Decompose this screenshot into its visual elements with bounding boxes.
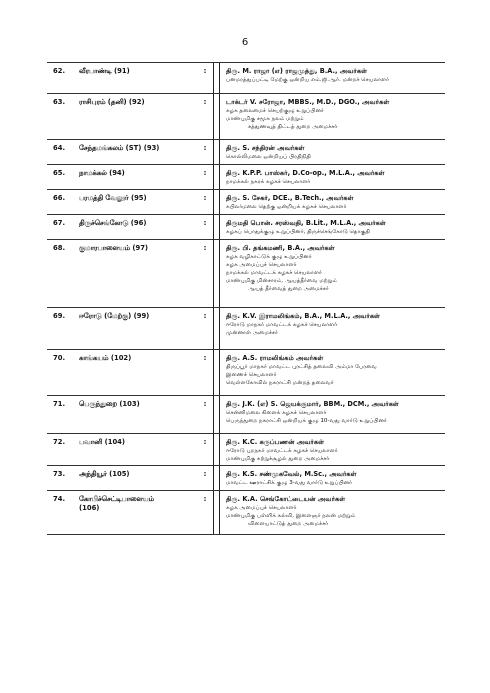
candidate-detail: ஈரோடு மாநகர் மாவட்டக் கழகச் செயலாளர் — [226, 321, 338, 328]
candidate-detail: இணைச் செயலாளர் — [226, 372, 277, 378]
row-number: 70. — [53, 354, 66, 362]
candidate-detail: மாவட்ட ஊராட்சிக் குழு 3-வது வார்டு உறுப்பினர் — [226, 479, 353, 486]
candidate-cell — [226, 350, 445, 395]
double-rule — [213, 491, 220, 534]
colon-separator: : — [203, 169, 207, 177]
double-rule — [213, 215, 220, 239]
double-rule — [213, 466, 220, 490]
table-row — [47, 350, 445, 396]
candidate-detail: மாண்புமிகு மின்சாரம், ஆயத்தீர்வை மற்றும் — [226, 278, 337, 285]
table-row — [47, 240, 445, 308]
candidate-name: திரு. S. சந்திரன் அவர்கள் — [226, 144, 305, 152]
constituency-name: ராசிபுரம் (தனி) (92) — [79, 98, 145, 106]
candidate-name: திரு. M. ராஜா (எ) ராஜமுத்து, B.A., அவர்கள் — [226, 67, 368, 75]
candidate-cell — [226, 190, 445, 214]
row-number: 73. — [53, 470, 66, 478]
candidate-detail: சத்துணவுத் திட்டத் துறை அமைச்சர் — [248, 124, 338, 131]
double-rule — [213, 63, 220, 93]
candidate-detail: கொல்லிமலை ஒன்றியப் பிரதிநிதி — [226, 153, 311, 160]
candidate-cell — [226, 396, 445, 433]
constituency-name: சேந்தமங்கலம் (ST) (93) — [79, 144, 160, 152]
colon-separator: : — [203, 470, 207, 478]
row-number: 68. — [53, 244, 66, 252]
table-row — [47, 190, 445, 215]
double-rule — [213, 240, 220, 307]
constituency-name: கோபிச்செட்டிபாளையம் (106) — [79, 495, 155, 513]
candidate-table — [47, 62, 445, 535]
candidate-detail: பனமரத்துப்பட்டி மேற்கு ஒன்றிய எம்.ஜி.ஆர். மன்றச் செயலாளர் — [226, 76, 390, 83]
table-row — [47, 62, 445, 94]
colon-separator: : — [203, 219, 207, 227]
candidate-cell — [226, 94, 445, 139]
colon-separator: : — [203, 400, 207, 408]
candidate-cell — [226, 165, 445, 189]
colon-separator: : — [203, 495, 207, 503]
candidate-detail: ஈரோடு புறநகர் மாவட்டக் கழகச் செயலாளர் — [226, 447, 338, 454]
constituency-name: வீரபாண்டி (91) — [79, 67, 130, 75]
candidate-detail: மாண்புமிகு சமூக நலம் மற்றும் — [226, 116, 304, 122]
colon-separator: : — [203, 438, 207, 446]
constituency-name: அந்தியூர் (105) — [79, 470, 130, 478]
candidate-name: திரு. K.A. செங்கோட்டையன் அவர்கள் — [226, 495, 346, 503]
colon-separator: : — [203, 98, 207, 106]
candidate-detail: விளையாட்டுத் துறை அமைச்சர் — [248, 521, 329, 528]
double-rule — [213, 190, 220, 214]
candidate-cell — [226, 140, 445, 164]
double-rule — [213, 396, 220, 433]
candidate-name: திரு. K.P.P. பாஸ்கர், D.Co-op., M.L.A., அவர்கள் — [226, 169, 385, 177]
candidate-detail: பெருந்துறை நகராட்சி ஒன்றியக் குழு 10-வது வார்டு உறுப்பினர் — [226, 418, 387, 424]
page-number: 6 — [241, 37, 249, 48]
candidate-cell — [226, 466, 445, 490]
candidate-cell — [226, 215, 445, 239]
double-rule — [213, 434, 220, 465]
candidate-detail: நாமக்கல் மாவட்டக் கழகச் செயலாளர் — [226, 270, 322, 277]
candidate-detail: வெள்ளகோவில் நகராட்சி மன்றத் தலைவர் — [226, 380, 334, 387]
double-rule — [213, 165, 220, 189]
row-number: 74. — [53, 495, 66, 503]
double-rule — [213, 308, 220, 349]
candidate-name: திரு. K.S. சண்முகவேல், M.Sc., அவர்கள் — [226, 470, 357, 478]
candidate-cell — [226, 240, 445, 307]
constituency-name: குமாரபாளையம் (97) — [79, 244, 149, 252]
table-row — [47, 140, 445, 165]
double-rule — [213, 94, 220, 139]
row-number: 65. — [53, 169, 66, 177]
table-row — [47, 215, 445, 240]
table-row — [47, 94, 445, 140]
colon-separator: : — [203, 194, 207, 202]
constituency-name: நாமக்கல் (94) — [79, 169, 125, 177]
colon-separator: : — [203, 67, 207, 75]
constituency-name: பெருந்துறை (103) — [79, 400, 140, 408]
constituency-name: பரமத்தி வேலூர் (95) — [79, 194, 147, 202]
row-number: 64. — [53, 144, 66, 152]
table-row — [47, 434, 445, 466]
candidate-name: திரு. S. சேகர், DCE., B.Tech., அவர்கள் — [226, 194, 354, 202]
row-number: 67. — [53, 219, 66, 227]
candidate-cell — [226, 63, 445, 93]
colon-separator: : — [203, 144, 207, 152]
candidate-detail: கழக தலைமைச் செயற்குழு உறுப்பினர் — [226, 107, 324, 114]
candidate-detail: சென்னிமலை கிளைக் கழகச் செயலாளர் — [226, 409, 327, 416]
candidate-name: திரு. K.C. கருப்பணன் அவர்கள் — [226, 438, 325, 446]
double-rule — [213, 350, 220, 395]
constituency-name: ஈரோடு (மேற்கு) (99) — [79, 312, 150, 320]
candidate-detail: மாண்புமிகு சுற்றுச்சூழல் துறை அமைச்சர் — [226, 456, 330, 462]
candidate-detail: கழக வழிகாட்டுக் குழு உறுப்பினர் — [226, 253, 312, 260]
candidate-detail: கழகப் பொதுக்குழு உறுப்பினர், திருச்செங்கோடு தொகுதி — [226, 228, 370, 235]
candidate-detail: ஆயத் தீர்வைத் துறை அமைச்சர் — [248, 286, 329, 293]
row-number: 72. — [53, 438, 66, 446]
constituency-name: பவானி (104) — [79, 438, 126, 446]
candidate-name: திரு. K.V. இராமலிங்கம், B.A., M.L.A., அவர்கள் — [226, 312, 380, 320]
candidate-name: டாக்டர் V. சரோஜா, MBBS., M.D., DGO., அவர்கள் — [226, 98, 390, 106]
candidate-detail: கபிலர்மலை தெற்கு ஒன்றியக் கழகச் செயலாளர் — [226, 203, 347, 210]
candidate-cell — [226, 308, 445, 349]
candidate-cell — [226, 434, 445, 465]
candidate-detail: மாண்புமிகு பள்ளிக் கல்வி, இளைஞர் நலன் மற்றும் — [226, 513, 356, 519]
candidate-detail: திருப்பூர் மாநகர் மாவட்ட புரட்சித் தலைவி அம்மா பேரவை — [226, 363, 377, 370]
colon-separator: : — [203, 244, 207, 252]
table-row — [47, 308, 445, 350]
candidate-cell — [226, 491, 445, 534]
table-row — [47, 165, 445, 190]
colon-separator: : — [203, 312, 207, 320]
row-number: 71. — [53, 400, 66, 408]
candidate-name: திரு. A.S. ராமலிங்கம் அவர்கள் — [226, 354, 324, 362]
table-row — [47, 491, 445, 535]
colon-separator: : — [203, 354, 207, 362]
constituency-name: திருச்செங்கோடு (96) — [79, 219, 147, 227]
candidate-detail: நாமக்கல் நகரக் கழகச் செயலாளர் — [226, 178, 311, 185]
table-row — [47, 396, 445, 434]
row-number: 62. — [53, 67, 66, 75]
constituency-name: காங்கயம் (102) — [79, 354, 132, 362]
candidate-name: திருமதி பொன். சரஸ்வதி, B.Lit., M.L.A., அவர்கள் — [226, 219, 386, 227]
candidate-detail: கழக அமைப்புச் செயலாளர் — [226, 504, 297, 511]
candidate-name: திரு. பி. தங்கமணி, B.A., அவர்கள் — [226, 244, 335, 252]
table-row — [47, 466, 445, 491]
row-number: 63. — [53, 98, 66, 106]
candidate-detail: முன்னாள் அமைச்சர் — [226, 330, 278, 336]
candidate-detail: கழக அமைப்புச் செயலாளர் — [226, 262, 297, 268]
candidate-name: திரு. J.K. (எ) S. ஜெயக்குமார், BBM., DCM., அவர்கள் — [226, 400, 399, 408]
row-number: 69. — [53, 312, 66, 320]
double-rule — [213, 140, 220, 164]
row-number: 66. — [53, 194, 66, 202]
